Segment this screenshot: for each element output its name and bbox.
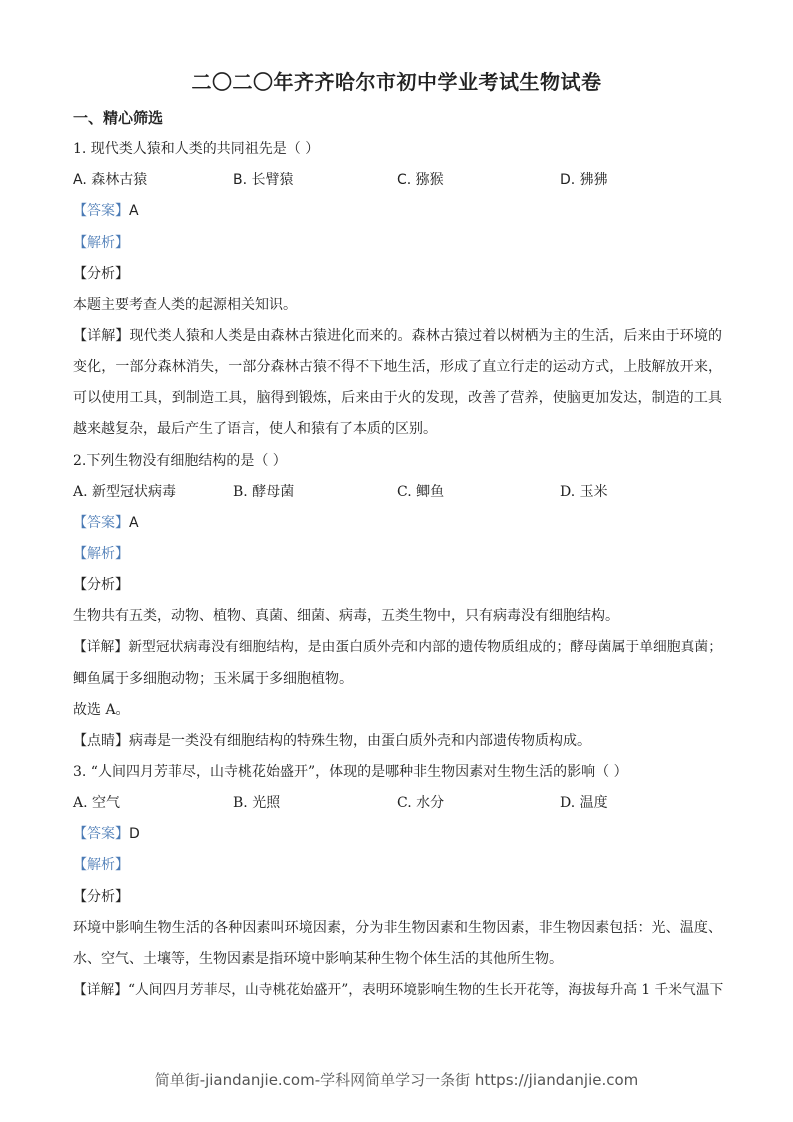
answer-value: A	[129, 203, 139, 220]
fenxi-label: 【分析】	[73, 265, 129, 282]
option-a: A. 新型冠状病毒	[73, 483, 177, 500]
fenxi-label: 【分析】	[73, 577, 129, 594]
answer-label: 【答案】	[73, 203, 129, 220]
answer-value: D	[129, 826, 140, 843]
question-options	[73, 165, 722, 196]
fenxi-label: 【分析】	[73, 888, 129, 905]
question-stem: 3. “人间四月芳菲尽，山寺桃花始盛开”，体现的是哪种非生物因素对生物生活的影响（ ）	[73, 763, 628, 780]
footer-watermark: 简单街-jiandanjie.com-学科网简单学习一条街 https://jiandanjie.com	[154, 1071, 639, 1089]
option-c: C. 鲫鱼	[397, 483, 445, 500]
question-3	[73, 757, 722, 1006]
analysis-text: 环境中影响生物生活的各种因素叫环境因素，分为非生物因素和生物因素，非生物因素包括：光、温度、	[73, 919, 722, 936]
option-a: A. 空气	[73, 795, 121, 812]
option-b: B. 长臂猿	[233, 172, 294, 189]
answer-label: 【答案】	[73, 826, 129, 843]
question-1	[73, 134, 722, 445]
document-body	[73, 103, 722, 1006]
question-stem: 2.下列生物没有细胞结构的是（ ）	[73, 452, 287, 469]
option-c: C. 猕猴	[397, 172, 444, 189]
answer-line	[73, 196, 722, 227]
page-title: 二〇二〇年齐齐哈尔市初中学业考试生物试卷	[191, 70, 602, 94]
detail-text: 【详解】“人间四月芳菲尽，山寺桃花始盛开”，表明环境影响生物的生长开花等，海拔每升高 1 千米气温下	[73, 981, 724, 998]
answer-value: A	[129, 514, 139, 531]
question-options	[73, 477, 722, 508]
analysis-text: 本题主要考查人类的起源相关知识。	[73, 296, 297, 313]
answer-line	[73, 819, 722, 850]
detail-text: 越来越复杂，最后产生了语言，使人和猿有了本质的区别。	[73, 421, 437, 438]
detail-text: 【详解】现代类人猿和人类是由森林古猿进化而来的。森林古猿过着以树栖为主的生活，后来由于环境的	[73, 327, 722, 344]
question-2	[73, 446, 722, 757]
answer-line	[73, 508, 722, 539]
jiexi-label: 【解析】	[73, 857, 129, 874]
analysis-text: 水、空气、土壤等，生物因素是指环境中影响某种生物个体生活的其他所生物。	[73, 950, 563, 967]
option-b: B. 光照	[233, 795, 281, 812]
detail-text: 可以使用工具，到制造工具，脑得到锻炼，后来由于火的发现，改善了营养，使脑更加发达，制造的工具	[73, 390, 722, 407]
option-d: D. 玉米	[560, 483, 608, 500]
comment-text: 【点睛】病毒是一类没有细胞结构的特殊生物，由蛋白质外壳和内部遗传物质构成。	[73, 732, 591, 749]
option-a: A. 森林古猿	[73, 172, 148, 189]
question-stem: 1. 现代类人猿和人类的共同祖先是（ ）	[73, 141, 320, 158]
jiexi-label: 【解析】	[73, 234, 129, 251]
detail-text: 鲫鱼属于多细胞动物；玉米属于多细胞植物。	[73, 670, 353, 687]
option-b: B. 酵母菌	[233, 483, 295, 500]
analysis-text: 生物共有五类，动物、植物、真菌、细菌、病毒，五类生物中，只有病毒没有细胞结构。	[73, 608, 619, 625]
option-c: C. 水分	[397, 795, 445, 812]
section-heading: 一、精心筛选	[73, 109, 164, 127]
conclusion-text: 故选 A。	[73, 701, 130, 718]
option-d: D. 狒狒	[560, 172, 608, 189]
jiexi-label: 【解析】	[73, 545, 129, 562]
detail-text: 变化，一部分森林消失，一部分森林古猿不得不下地生活，形成了直立行走的运动方式，上肢解放开来，	[73, 359, 722, 376]
detail-text: 【详解】新型冠状病毒没有细胞结构，是由蛋白质外壳和内部的遗传物质组成的；酵母菌属于单细胞真菌；	[73, 639, 722, 656]
option-d: D. 温度	[560, 795, 608, 812]
answer-label: 【答案】	[73, 514, 129, 531]
question-options	[73, 788, 722, 819]
